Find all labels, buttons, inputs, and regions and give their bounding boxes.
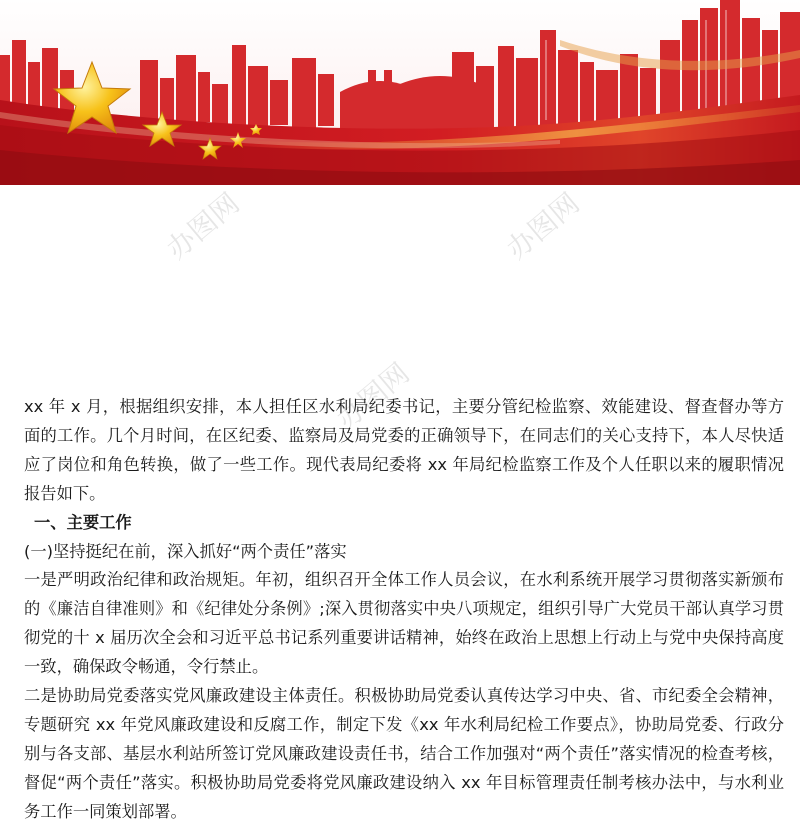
paragraph-main-responsibility: 二是协助局党委落实党风廉政建设主体责任。积极协助局党委认真传达学习中央、省、市纪委全会精神，专题研究 xx 年党风廉政建设和反腐工作，制定下发《xx 年水利局纪检工作要点》，协助局党委、行政分别与各支部、基层水利站所签订党风廉政建设责任书，结合工作加强对“两个责任”落实情况的检查考核，督促“两个责任”落实。积极协助局党委将党风廉政建设纳入 xx 年目标管理责任制考核办法中，与水利业务工作一同策划部署。 <box>24 686 785 821</box>
report-body <box>24 393 784 827</box>
watermark: 办图网 <box>160 186 246 266</box>
watermark: 办图网 <box>330 356 416 436</box>
intro-paragraph: xx 年 x 月，根据组织安排，本人担任区水利局纪委书记，主要分管纪检监察、效能建设、督查督办等方面的工作。几个月时间，在区纪委、监察局及局党委的正确领导下，在同志们的关心支持下，本人尽快适应了岗位和角色转换，做了一些工作。现代表局纪委将 xx 年局纪检监察工作及个人任职以来的履职情况报告如下。 <box>24 397 784 503</box>
paragraph-political-discipline: 一是严明政治纪律和政治规矩。年初，组织召开全体工作人员会议，在水利系统开展学习贯彻落实新颁布的《廉洁自律准则》和《纪律处分条例》;深入贯彻落实中央八项规定，组织引导广大党员干部认真学习贯彻党的十 x 届历次全会和习近平总书记系列重要讲话精神，始终在政治上思想上行动上与党中央保持高度一致，确保政令畅通，令行禁止。 <box>24 570 784 677</box>
section-heading: 一、主要工作 <box>34 512 132 532</box>
header-banner <box>0 0 800 185</box>
watermark: 办图网 <box>500 186 586 266</box>
subsection-heading: (一)坚持挺纪在前，深入抓好“两个责任”落实 <box>24 541 347 561</box>
banner-graphic <box>0 0 800 185</box>
